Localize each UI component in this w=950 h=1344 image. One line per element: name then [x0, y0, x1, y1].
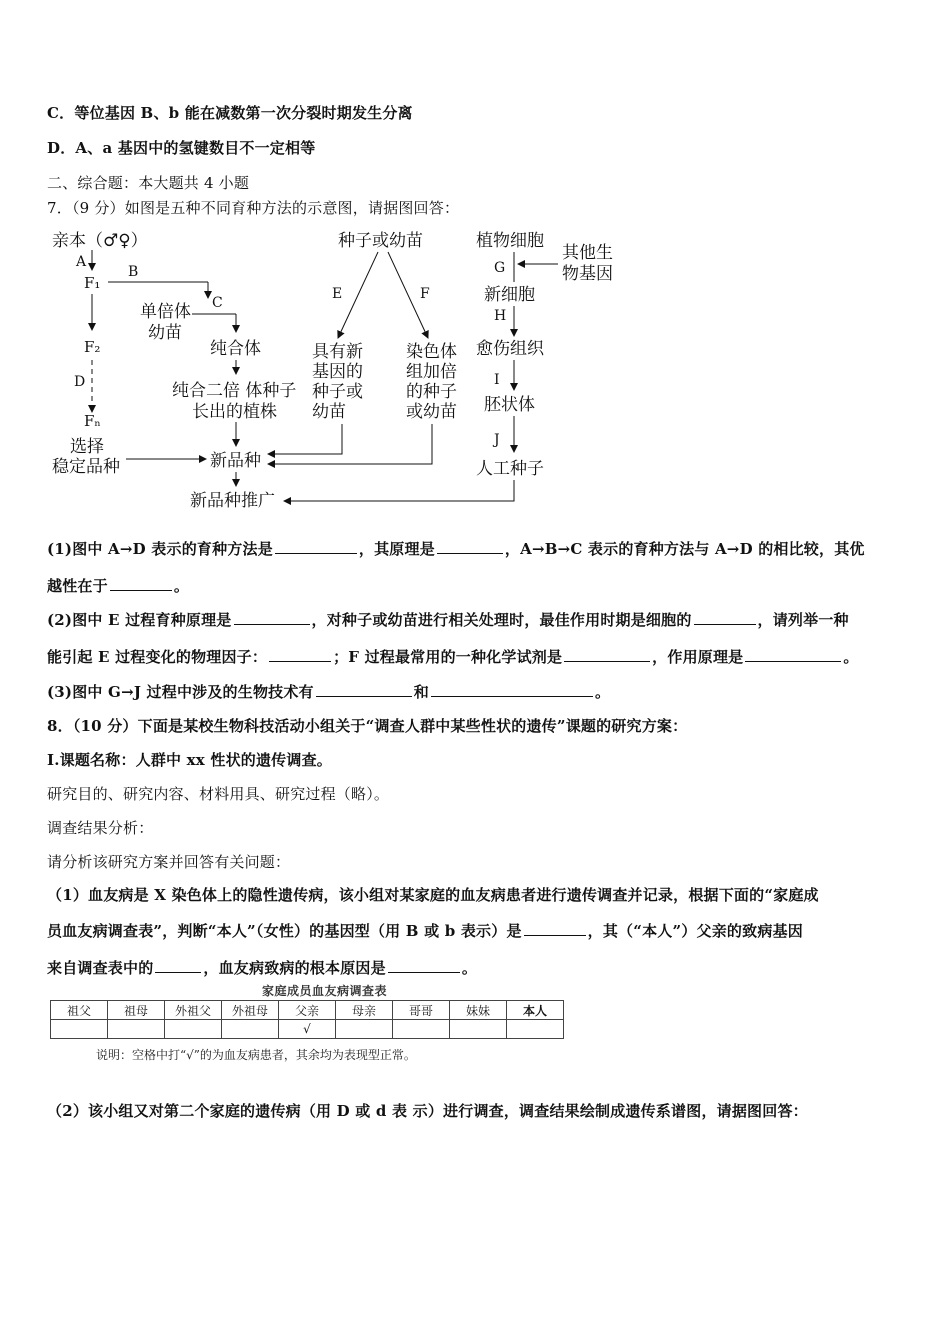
new-gene-3: 种子或	[312, 382, 363, 402]
select-label-2: 稳定品种	[52, 457, 120, 477]
new-gene-1: 具有新	[312, 342, 363, 362]
q7-part1-line2: 越性在于 。	[47, 577, 190, 595]
fn-label: Fₙ	[84, 412, 101, 430]
table-header: 祖父	[51, 1001, 108, 1020]
pure-label: 纯合体	[210, 339, 261, 359]
select-label-1: 选择	[70, 437, 104, 457]
answer-blank[interactable]	[234, 610, 310, 625]
breeding-methods-diagram	[40, 226, 640, 516]
new-cell-label: 新细胞	[484, 285, 535, 305]
answer-blank[interactable]	[155, 958, 201, 973]
new-variety-label: 新品种	[210, 451, 261, 471]
label-a: A	[76, 254, 87, 270]
survey-table-title: 家庭成员血友病调查表	[262, 984, 388, 998]
other-gene-2: 物基因	[562, 264, 613, 284]
q7-part1-line1: (1)图中 A→D 表示的育种方法是 ，其原理是 ，A→B→C 表示的育种方法与 A→D 的相比较，其优	[47, 540, 865, 558]
poly-2: 组加倍	[406, 362, 457, 382]
table-header: 外祖母	[222, 1001, 279, 1020]
table-cell	[450, 1020, 507, 1039]
plant-cell-label: 植物细胞	[476, 231, 544, 251]
label-j: J	[494, 432, 500, 448]
q8-part1-line1: （1）血友病是 X 染色体上的隐性遗传病，该小组对某家庭的血友病患者进行遗传调查并记录，根据下面的“家庭成	[47, 886, 819, 904]
table-cell	[222, 1020, 279, 1039]
q8-part2: （2）该小组又对第二个家庭的遗传病（用 D 或 d 表 示）进行调查，调查结果绘制成遗传系谱图，请据图回答：	[47, 1102, 808, 1120]
q7-part2-line1: (2)图中 E 过程育种原理是 ，对种子或幼苗进行相关处理时，最佳作用时期是细胞的 ，请列举一种	[47, 611, 849, 629]
label-c: C	[212, 295, 223, 311]
label-i: I	[494, 372, 500, 388]
poly-4: 或幼苗	[406, 402, 457, 422]
seed-label: 种子或幼苗	[338, 231, 423, 251]
survey-table	[50, 1000, 564, 1039]
table-cell	[393, 1020, 450, 1039]
label-g: G	[494, 260, 506, 276]
q7-part2-line2: 能引起 E 过程变化的物理因子： ；F 过程最常用的一种化学试剂是 ，作用原理是 。	[47, 648, 859, 666]
f1-label: F₁	[84, 274, 101, 292]
new-gene-2: 基因的	[312, 362, 363, 382]
table-cell	[51, 1020, 108, 1039]
question-8-stem: 8．（10 分）下面是某校生物科技活动小组关于“调查人群中某些性状的遗传”课题的研究方案：	[47, 717, 688, 735]
answer-blank[interactable]	[110, 576, 172, 591]
table-header: 父亲	[279, 1001, 336, 1020]
answer-blank[interactable]	[437, 539, 503, 554]
table-cell	[108, 1020, 165, 1039]
q7-part3: (3)图中 G→J 过程中涉及的生物技术有 和 。	[47, 683, 611, 701]
table-header: 母亲	[336, 1001, 393, 1020]
table-header: 外祖父	[165, 1001, 222, 1020]
answer-blank[interactable]	[275, 539, 357, 554]
table-cell	[507, 1020, 564, 1039]
q8-line-a: 研究目的、研究内容、材料用具、研究过程（略）。	[47, 785, 390, 803]
answer-blank[interactable]	[564, 647, 650, 662]
artificial-seed-label: 人工种子	[476, 459, 544, 479]
poly-3: 的种子	[406, 382, 457, 402]
haploid-label-1: 单倍体	[140, 302, 191, 322]
diploid-label-2: 长出的植株	[192, 402, 277, 422]
answer-blank[interactable]	[388, 958, 460, 973]
table-header: 本人	[507, 1001, 564, 1020]
table-cell: √	[279, 1020, 336, 1039]
answer-blank[interactable]	[745, 647, 841, 662]
label-e: E	[332, 286, 343, 302]
question-7-stem: 7．（9 分）如图是五种不同育种方法的示意图，请据图回答：	[47, 199, 460, 217]
haploid-label-2: 幼苗	[148, 323, 182, 343]
new-gene-4: 幼苗	[312, 402, 346, 422]
answer-blank[interactable]	[694, 610, 756, 625]
table-header: 祖母	[108, 1001, 165, 1020]
label-f: F	[420, 286, 430, 302]
option-c: C．等位基因 B、b 能在减数第一次分裂时期发生分离	[47, 104, 413, 122]
q8-line-c: 请分析该研究方案并回答有关问题：	[47, 853, 291, 871]
label-h: H	[494, 308, 507, 324]
poly-1: 染色体	[406, 342, 457, 362]
f2-label: F₂	[84, 338, 101, 356]
section-heading: 二、综合题：本大题共 4 小题	[47, 174, 250, 192]
table-cell	[336, 1020, 393, 1039]
answer-blank[interactable]	[431, 682, 593, 697]
parent-label: 亲本（♂♀）	[52, 231, 148, 251]
callus-label: 愈伤组织	[476, 339, 544, 359]
table-cell	[165, 1020, 222, 1039]
table-header: 妹妹	[450, 1001, 507, 1020]
promote-label: 新品种推广	[190, 491, 275, 511]
q8-line-b: 调查结果分析：	[47, 819, 154, 837]
option-d: D．A、a 基因中的氢键数目不一定相等	[47, 139, 316, 157]
diploid-label-1: 纯合二倍 体种子	[172, 381, 297, 401]
label-d: D	[74, 374, 86, 390]
embryoid-label: 胚状体	[484, 395, 535, 415]
table-header: 哥哥	[393, 1001, 450, 1020]
answer-blank[interactable]	[269, 647, 331, 662]
survey-note: 说明：空格中打“√”的为血友病患者，其余均为表现型正常。	[96, 1048, 416, 1062]
q8-part1-line3: 来自调查表中的 ，血友病致病的根本原因是 。	[47, 959, 478, 977]
q8-part1-line2: 员血友病调查表”，判断“本人”（女性）的基因型（用 B 或 b 表示）是 ，其（“本人”）父亲的致病基因	[47, 922, 803, 940]
answer-blank[interactable]	[316, 682, 412, 697]
answer-blank[interactable]	[524, 921, 586, 936]
other-gene-1: 其他生	[562, 243, 613, 263]
q8-title: I.课题名称：人群中 xx 性状的遗传调查。	[47, 751, 332, 769]
label-b: B	[128, 264, 139, 280]
